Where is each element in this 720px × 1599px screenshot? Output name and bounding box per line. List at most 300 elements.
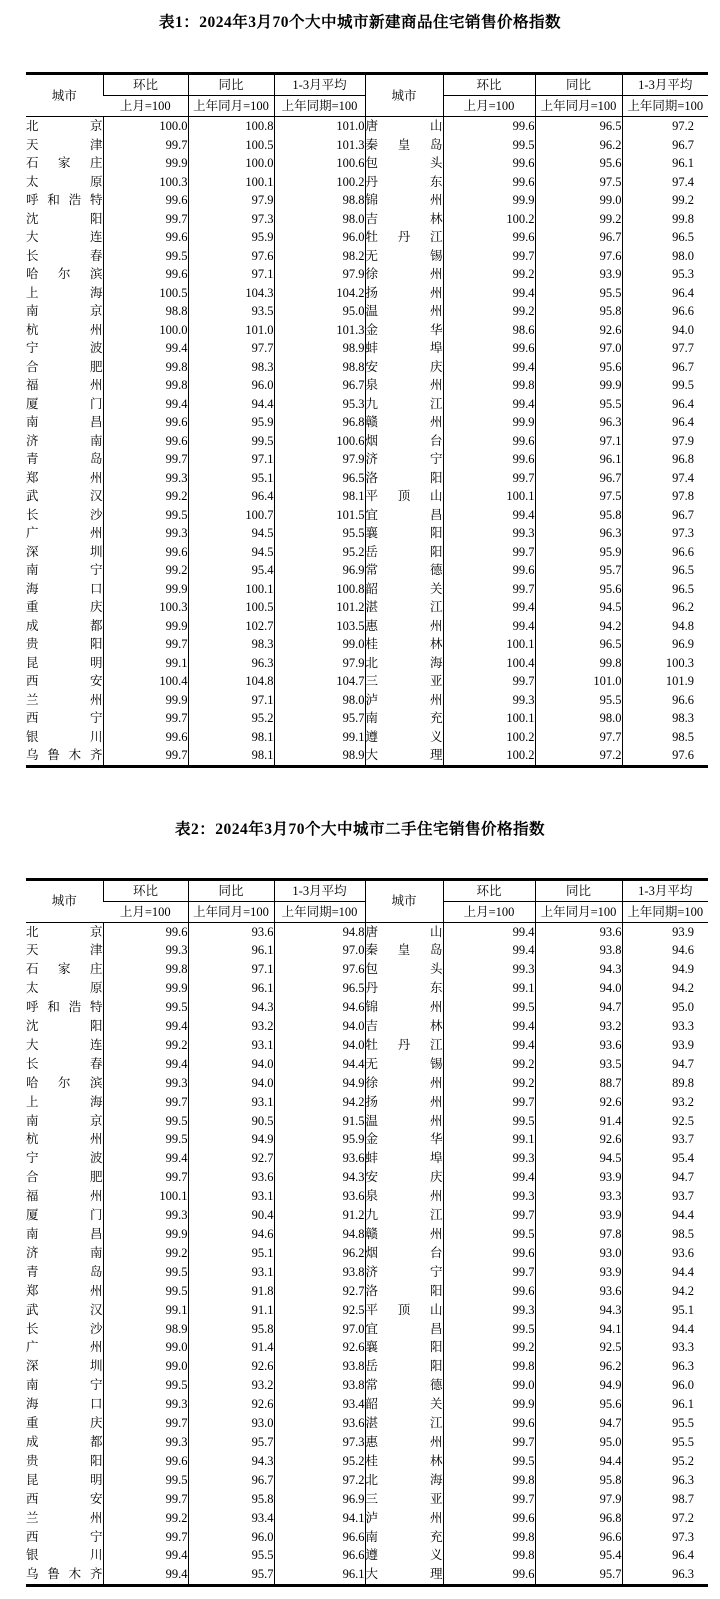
value-cell: 99.5 [103,998,188,1017]
city-name: 广州 [26,1340,103,1355]
city-name: 郑州 [26,1283,103,1298]
value-cell: 97.9 [188,191,274,210]
city-name: 乌鲁木齐 [26,1567,103,1582]
city-cell [26,1395,103,1414]
table-row [26,617,708,636]
header-row-top [26,74,708,96]
city-cell [26,469,103,488]
value-cell: 99.4 [443,1017,535,1036]
col-subheader-avg-base: 上年同期=100 [274,901,365,922]
value-cell: 95.8 [535,1471,622,1490]
value-cell: 99.6 [443,450,535,469]
value-cell: 99.3 [443,691,535,710]
city-cell [26,1528,103,1547]
value-cell: 98.5 [622,1225,708,1244]
city-name: 南宁 [26,563,103,577]
city-name: 长沙 [26,1321,103,1336]
city-name: 蚌埠 [365,341,443,355]
city-name: 呼和浩特 [26,1000,103,1015]
city-name: 锦州 [365,193,443,207]
city-cell [26,1338,103,1357]
table-row [26,672,708,691]
table-row [26,580,708,599]
city-cell [26,154,103,173]
value-cell: 96.4 [622,413,708,432]
value-cell: 99.2 [443,1055,535,1074]
value-cell: 99.0 [103,1338,188,1357]
value-cell: 99.4 [443,358,535,377]
city-name: 北海 [365,655,443,670]
table-row [26,191,708,210]
value-cell: 96.7 [622,136,708,155]
city-cell [365,728,443,747]
city-name: 贵阳 [26,1453,103,1468]
city-cell [26,247,103,266]
value-cell: 99.7 [103,635,188,654]
value-cell: 99.7 [103,709,188,728]
city-name: 包头 [365,156,443,170]
city-cell [26,432,103,451]
city-cell [26,998,103,1017]
city-cell [365,487,443,506]
value-cell: 99.7 [443,543,535,562]
value-cell: 88.7 [535,1074,622,1093]
table-row [26,265,708,284]
value-cell: 99.9 [103,1225,188,1244]
value-cell: 99.5 [443,1225,535,1244]
city-name: 成都 [26,618,103,633]
table-row [26,998,708,1017]
city-name: 兰州 [26,1510,103,1525]
value-cell: 93.1 [188,1263,274,1282]
city-cell [26,1509,103,1528]
value-cell: 99.7 [443,1206,535,1225]
value-cell: 98.8 [274,358,365,377]
value-cell: 96.6 [274,1528,365,1547]
city-name: 南昌 [26,415,103,429]
city-cell [365,469,443,488]
table-row [26,1546,708,1565]
col-subheader-yoy-base: 上年同月=100 [535,96,622,117]
city-name: 福州 [26,1189,103,1204]
city-name: 平顶山 [365,1302,443,1317]
value-cell: 99.6 [443,1244,535,1263]
value-cell: 99.6 [443,228,535,247]
value-cell: 99.2 [103,561,188,580]
col-header-yoy: 同比 [188,74,274,96]
value-cell: 95.4 [622,1149,708,1168]
city-name: 扬州 [365,285,443,300]
city-name: 赣州 [365,1227,443,1241]
city-cell [365,136,443,155]
city-name: 吉林 [365,1019,443,1034]
value-cell: 93.6 [622,1244,708,1263]
city-cell [26,1206,103,1225]
value-cell: 95.7 [274,709,365,728]
table-row [26,154,708,173]
table-row [26,1433,708,1452]
value-cell: 96.9 [274,1490,365,1509]
city-cell [26,265,103,284]
value-cell: 99.5 [443,1112,535,1131]
city-cell [26,191,103,210]
value-cell: 99.8 [103,376,188,395]
value-cell: 99.2 [535,210,622,229]
value-cell: 93.9 [535,1206,622,1225]
value-cell: 95.9 [535,543,622,562]
value-cell: 99.8 [443,376,535,395]
city-cell [26,922,103,941]
city-cell [365,173,443,192]
value-cell: 95.0 [622,998,708,1017]
value-cell: 94.7 [535,1414,622,1433]
value-cell: 94.1 [535,1320,622,1339]
value-cell: 97.2 [622,117,708,136]
value-cell: 98.9 [274,339,365,358]
value-cell: 95.9 [188,228,274,247]
value-cell: 98.9 [103,1320,188,1339]
value-cell: 94.6 [188,1225,274,1244]
city-cell [26,524,103,543]
city-name: 青岛 [26,1264,103,1279]
value-cell: 98.3 [622,709,708,728]
value-cell: 97.3 [622,1528,708,1547]
city-name: 哈尔滨 [26,1075,103,1090]
value-cell: 100.3 [622,654,708,673]
table-row [26,1263,708,1282]
value-cell: 97.9 [274,654,365,673]
value-cell: 99.3 [103,524,188,543]
table-row [26,524,708,543]
value-cell: 97.2 [535,746,622,766]
city-name: 武汉 [26,1302,103,1317]
city-name: 呼和浩特 [26,193,103,207]
value-cell: 104.2 [274,284,365,303]
value-cell: 97.8 [622,487,708,506]
city-name: 丹东 [365,981,443,996]
city-name: 九江 [365,396,443,411]
value-cell: 99.6 [443,154,535,173]
city-name: 南充 [365,1529,443,1544]
value-cell: 96.1 [535,450,622,469]
city-name: 吉林 [365,211,443,226]
city-cell [365,1357,443,1376]
city-cell [365,1244,443,1263]
city-name: 秦皇岛 [365,137,443,152]
value-cell: 98.8 [103,302,188,321]
city-cell [26,1433,103,1452]
table-row [26,117,708,136]
city-cell [365,1509,443,1528]
col-subheader-avg-base: 上年同期=100 [274,96,365,117]
city-name: 南京 [26,304,103,318]
city-name: 无锡 [365,248,443,263]
value-cell: 98.3 [188,358,274,377]
value-cell: 97.6 [274,960,365,979]
city-cell [365,960,443,979]
table-row [26,1452,708,1471]
value-cell: 99.4 [443,922,535,941]
city-name: 济宁 [365,452,443,466]
value-cell: 95.5 [622,1433,708,1452]
city-cell [365,561,443,580]
value-cell: 96.9 [274,561,365,580]
table-row [26,1168,708,1187]
city-cell [365,635,443,654]
city-cell [26,395,103,414]
city-name: 银川 [26,1548,103,1563]
value-cell: 91.4 [535,1112,622,1131]
value-cell: 100.0 [188,154,274,173]
value-cell: 99.4 [443,506,535,525]
value-cell: 97.3 [274,1433,365,1452]
col-header-city: 城市 [365,879,443,922]
city-name: 徐州 [365,1075,443,1090]
value-cell: 99.7 [103,1414,188,1433]
value-cell: 103.5 [274,617,365,636]
value-cell: 93.7 [622,1130,708,1149]
value-cell: 96.0 [188,376,274,395]
city-name: 厦门 [26,1208,103,1223]
value-cell: 99.1 [103,1301,188,1320]
col-header-avg: 1-3月平均 [622,74,708,96]
value-cell: 94.6 [274,998,365,1017]
value-cell: 99.2 [103,1244,188,1263]
header-row-top [26,879,708,901]
value-cell: 99.6 [443,1565,535,1585]
value-cell: 99.1 [443,979,535,998]
value-cell: 99.1 [103,654,188,673]
value-cell: 92.6 [535,321,622,340]
value-cell: 91.4 [188,1338,274,1357]
city-name: 哈尔滨 [26,267,103,281]
value-cell: 101.2 [274,598,365,617]
city-cell [365,1187,443,1206]
col-subheader-avg-base: 上年同期=100 [622,901,708,922]
value-cell: 99.6 [103,543,188,562]
value-cell: 100.8 [274,580,365,599]
value-cell: 97.6 [535,247,622,266]
value-cell: 97.1 [188,450,274,469]
city-name: 宜昌 [365,507,443,522]
city-name: 金华 [365,1132,443,1147]
value-cell: 94.4 [622,1263,708,1282]
value-cell: 99.7 [103,136,188,155]
value-cell: 98.1 [274,487,365,506]
city-name: 西安 [26,1491,103,1506]
city-name: 南宁 [26,1378,103,1393]
city-cell [365,543,443,562]
value-cell: 99.6 [443,339,535,358]
table-row [26,1055,708,1074]
value-cell: 96.3 [622,1357,708,1376]
table-row [26,1528,708,1547]
value-cell: 96.5 [622,561,708,580]
value-cell: 92.7 [188,1149,274,1168]
city-cell [26,339,103,358]
table-row [26,654,708,673]
value-cell: 90.4 [188,1206,274,1225]
city-cell [26,1244,103,1263]
value-cell: 99.0 [535,191,622,210]
city-name: 杭州 [26,322,103,337]
city-name: 岳阳 [365,1359,443,1374]
value-cell: 94.5 [188,524,274,543]
value-cell: 98.5 [622,728,708,747]
city-cell [26,1168,103,1187]
city-cell [26,284,103,303]
value-cell: 104.7 [274,672,365,691]
city-cell [365,524,443,543]
city-cell [365,1338,443,1357]
table-row [26,543,708,562]
value-cell: 99.4 [443,941,535,960]
value-cell: 94.9 [535,1376,622,1395]
city-name: 大连 [26,1037,103,1052]
city-name: 常德 [365,1378,443,1393]
city-name: 济南 [26,1245,103,1260]
value-cell: 93.8 [274,1357,365,1376]
city-name: 沈阳 [26,211,103,226]
table-row [26,1490,708,1509]
value-cell: 95.2 [622,1452,708,1471]
value-cell: 94.7 [622,1055,708,1074]
city-cell [365,1320,443,1339]
value-cell: 96.1 [622,1395,708,1414]
city-name: 惠州 [365,1434,443,1449]
city-cell [365,1395,443,1414]
city-name: 北京 [26,924,103,939]
value-cell: 93.6 [535,922,622,941]
city-name: 桂林 [365,1453,443,1468]
table-row [26,339,708,358]
value-cell: 94.5 [535,1149,622,1168]
value-cell: 96.0 [274,228,365,247]
value-cell: 99.6 [103,228,188,247]
value-cell: 94.0 [622,321,708,340]
value-cell: 99.3 [103,1433,188,1452]
value-cell: 95.8 [188,1490,274,1509]
value-cell: 99.4 [443,617,535,636]
value-cell: 94.0 [274,1017,365,1036]
value-cell: 93.8 [274,1263,365,1282]
city-name: 重庆 [26,600,103,614]
value-cell: 93.3 [622,1338,708,1357]
value-cell: 96.6 [622,543,708,562]
value-cell: 99.1 [274,728,365,747]
value-cell: 93.9 [622,1036,708,1055]
city-cell [26,746,103,766]
city-name: 西宁 [26,1529,103,1544]
value-cell: 95.6 [535,1395,622,1414]
city-cell [26,617,103,636]
table-row [26,709,708,728]
city-name: 贵阳 [26,637,103,651]
value-cell: 98.8 [274,191,365,210]
table-row [26,728,708,747]
city-cell [365,1017,443,1036]
value-cell: 92.7 [274,1282,365,1301]
value-cell: 96.2 [535,1357,622,1376]
value-cell: 96.7 [535,469,622,488]
value-cell: 95.3 [274,395,365,414]
value-cell: 94.3 [188,998,274,1017]
value-cell: 95.1 [188,1244,274,1263]
value-cell: 99.5 [443,1452,535,1471]
value-cell: 93.6 [535,1036,622,1055]
value-cell: 96.6 [622,691,708,710]
table-row [26,979,708,998]
city-name: 昆明 [26,655,103,670]
value-cell: 94.2 [622,1282,708,1301]
value-cell: 96.3 [535,413,622,432]
value-cell: 99.2 [103,1509,188,1528]
city-name: 牡丹江 [365,1037,443,1052]
city-cell [365,284,443,303]
city-cell [26,709,103,728]
value-cell: 92.6 [535,1093,622,1112]
value-cell: 99.9 [103,154,188,173]
value-cell: 99.5 [443,1320,535,1339]
city-cell [365,672,443,691]
city-cell [26,691,103,710]
value-cell: 93.9 [535,1168,622,1187]
city-name: 长春 [26,1056,103,1071]
city-name: 安庆 [365,1170,443,1185]
city-cell [26,117,103,136]
table-row [26,1036,708,1055]
table-row [26,487,708,506]
value-cell: 99.4 [103,1017,188,1036]
col-subheader-mom-base: 上月=100 [443,96,535,117]
value-cell: 100.2 [443,728,535,747]
value-cell: 101.0 [274,117,365,136]
value-cell: 93.5 [188,302,274,321]
value-cell: 95.6 [535,580,622,599]
value-cell: 98.0 [274,691,365,710]
city-cell [26,654,103,673]
table-row [26,1187,708,1206]
table-row [26,1149,708,1168]
value-cell: 94.3 [188,1452,274,1471]
city-name: 海口 [26,1397,103,1412]
value-cell: 98.1 [188,746,274,766]
city-name: 烟台 [365,1245,443,1260]
table-row [26,506,708,525]
value-cell: 97.8 [535,1225,622,1244]
city-cell [26,321,103,340]
value-cell: 97.0 [274,941,365,960]
value-cell: 99.4 [443,1168,535,1187]
city-cell [26,1301,103,1320]
city-name: 襄阳 [365,526,443,540]
city-cell [365,580,443,599]
city-cell [26,1320,103,1339]
value-cell: 98.2 [274,247,365,266]
value-cell: 104.8 [188,672,274,691]
city-name: 秦皇岛 [365,943,443,958]
city-cell [26,376,103,395]
city-name: 湛江 [365,600,443,614]
value-cell: 96.2 [274,1244,365,1263]
value-cell: 96.3 [188,654,274,673]
value-cell: 100.6 [274,154,365,173]
city-name: 青岛 [26,452,103,466]
city-name: 海口 [26,581,103,596]
city-cell [365,191,443,210]
value-cell: 99.7 [443,247,535,266]
city-cell [365,1055,443,1074]
